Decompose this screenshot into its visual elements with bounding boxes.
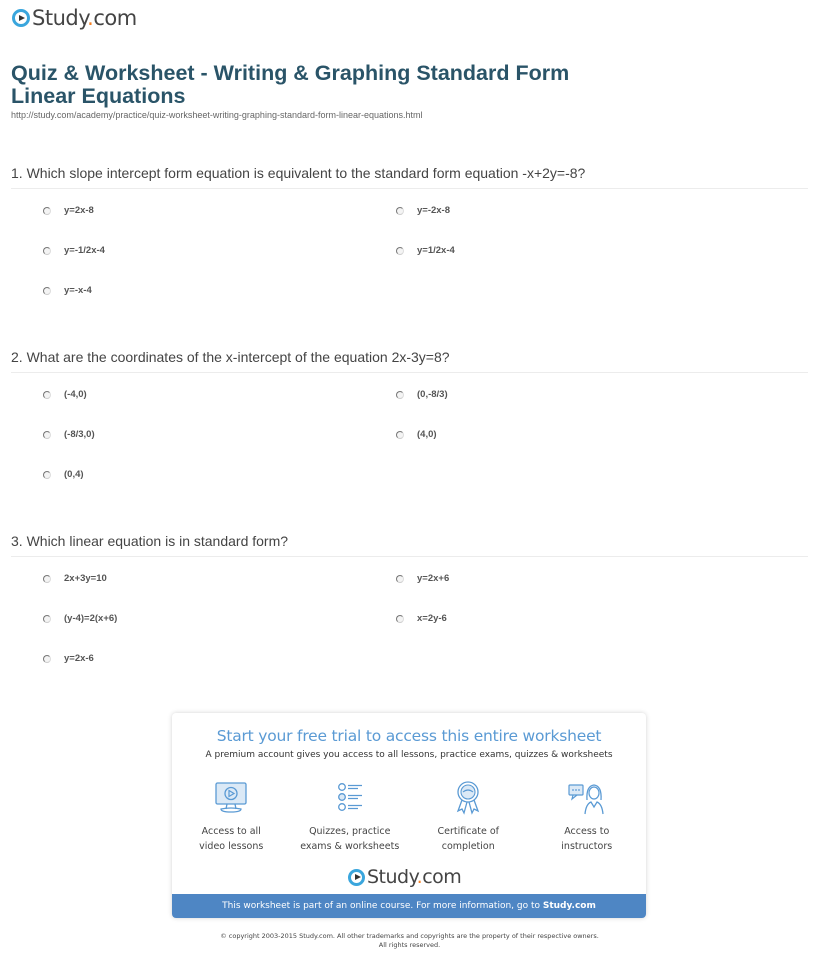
- play-circle-icon: [348, 869, 365, 886]
- radio-button[interactable]: [43, 247, 51, 255]
- question-2: [11, 349, 808, 503]
- copyright: [0, 932, 819, 950]
- feature-video-lessons: [172, 780, 291, 854]
- answer-option[interactable]: [43, 653, 94, 664]
- radio-button[interactable]: [396, 207, 404, 215]
- certificate-ribbon-icon: [450, 780, 486, 816]
- option-label: y=-x-4: [64, 285, 92, 296]
- answer-option[interactable]: [396, 613, 447, 624]
- answer-option[interactable]: [43, 245, 105, 256]
- radio-button[interactable]: [43, 471, 51, 479]
- answer-option[interactable]: [43, 429, 95, 440]
- option-label: (-8/3,0): [64, 429, 95, 440]
- question-3: [11, 533, 808, 687]
- answer-option[interactable]: [396, 389, 448, 400]
- option-label: (y-4)=2(x+6): [64, 613, 118, 624]
- radio-button[interactable]: [396, 247, 404, 255]
- answer-option[interactable]: [43, 389, 87, 400]
- radio-button[interactable]: [396, 431, 404, 439]
- question-1: [11, 165, 808, 319]
- option-label: y=-1/2x-4: [64, 245, 105, 256]
- answer-options: [11, 373, 808, 503]
- free-trial-promo: [172, 713, 646, 918]
- video-monitor-icon: [213, 780, 249, 816]
- feature-list: [172, 780, 646, 854]
- feature-label: Access to instructors: [561, 826, 613, 852]
- question-text: 2. What are the coordinates of the x-intercept of the equation 2x-3y=8?: [11, 349, 808, 373]
- feature-quizzes: [291, 780, 410, 854]
- option-label: (-4,0): [64, 389, 87, 400]
- option-label: y=2x-8: [64, 205, 94, 216]
- option-label: (0,4): [64, 469, 84, 480]
- answer-option[interactable]: [43, 285, 92, 296]
- option-label: y=2x+6: [417, 573, 450, 584]
- logo-wordmark: Study.com: [367, 866, 462, 888]
- copyright-line: © copyright 2003-2015 Study.com. All other trademarks and copyrights are the property of their respective owners.: [220, 932, 599, 940]
- answer-option[interactable]: [396, 245, 455, 256]
- course-info-text: This worksheet is part of an online course. For more information, go to: [222, 901, 543, 911]
- feature-certificate: [409, 780, 528, 854]
- option-label: x=2y-6: [417, 613, 447, 624]
- radio-button[interactable]: [396, 615, 404, 623]
- radio-button[interactable]: [396, 391, 404, 399]
- radio-button[interactable]: [43, 431, 51, 439]
- answer-option[interactable]: [396, 573, 449, 584]
- answer-options: [11, 557, 808, 687]
- study-logo[interactable]: [12, 6, 137, 30]
- feature-label: Access to all video lessons: [199, 826, 264, 852]
- radio-button[interactable]: [43, 615, 51, 623]
- answer-option[interactable]: [43, 469, 84, 480]
- radio-button[interactable]: [43, 207, 51, 215]
- study-link[interactable]: Study.com: [542, 901, 596, 911]
- answer-option[interactable]: [43, 205, 94, 216]
- option-label: y=2x-6: [64, 653, 94, 664]
- radio-button[interactable]: [396, 575, 404, 583]
- radio-button[interactable]: [43, 655, 51, 663]
- option-label: (0,-8/3): [417, 389, 448, 400]
- play-circle-icon: [12, 9, 30, 27]
- answer-option[interactable]: [43, 573, 107, 584]
- answer-option[interactable]: [396, 205, 450, 216]
- rights-line: All rights reserved.: [378, 941, 441, 949]
- answer-option[interactable]: [396, 429, 437, 440]
- radio-button[interactable]: [43, 391, 51, 399]
- promo-headline[interactable]: Start your free trial to access this entire worksheet: [216, 727, 602, 745]
- question-text: 1. Which slope intercept form equation is equivalent to the standard form equation -x+2y=-8?: [11, 165, 808, 189]
- option-label: 2x+3y=10: [64, 573, 107, 584]
- list-icon: [332, 780, 368, 816]
- question-text: 3. Which linear equation is in standard form?: [11, 533, 808, 557]
- feature-instructors: [528, 780, 647, 854]
- page-title: Quiz & Worksheet - Writing & Graphing Standard Form Linear Equations: [11, 61, 570, 108]
- feature-label: Certificate of completion: [437, 826, 500, 852]
- feature-label: Quizzes, practice exams & worksheets: [300, 826, 400, 852]
- option-label: (4,0): [417, 429, 437, 440]
- promo-study-logo[interactable]: [348, 866, 461, 888]
- answer-options: [11, 189, 808, 319]
- radio-button[interactable]: [43, 287, 51, 295]
- option-label: y=1/2x-4: [417, 245, 455, 256]
- option-label: y=-2x-8: [417, 205, 451, 216]
- course-info-bar: [172, 894, 646, 918]
- instructor-chat-icon: [567, 780, 607, 816]
- logo-wordmark: Study.com: [32, 6, 137, 30]
- answer-option[interactable]: [43, 613, 117, 624]
- page-url: http://study.com/academy/practice/quiz-worksheet-writing-graphing-standard-form-linear-equations.html: [11, 110, 423, 120]
- radio-button[interactable]: [43, 575, 51, 583]
- promo-subheadline: A premium account gives you access to all lessons, practice exams, quizzes & worksheets: [205, 750, 613, 760]
